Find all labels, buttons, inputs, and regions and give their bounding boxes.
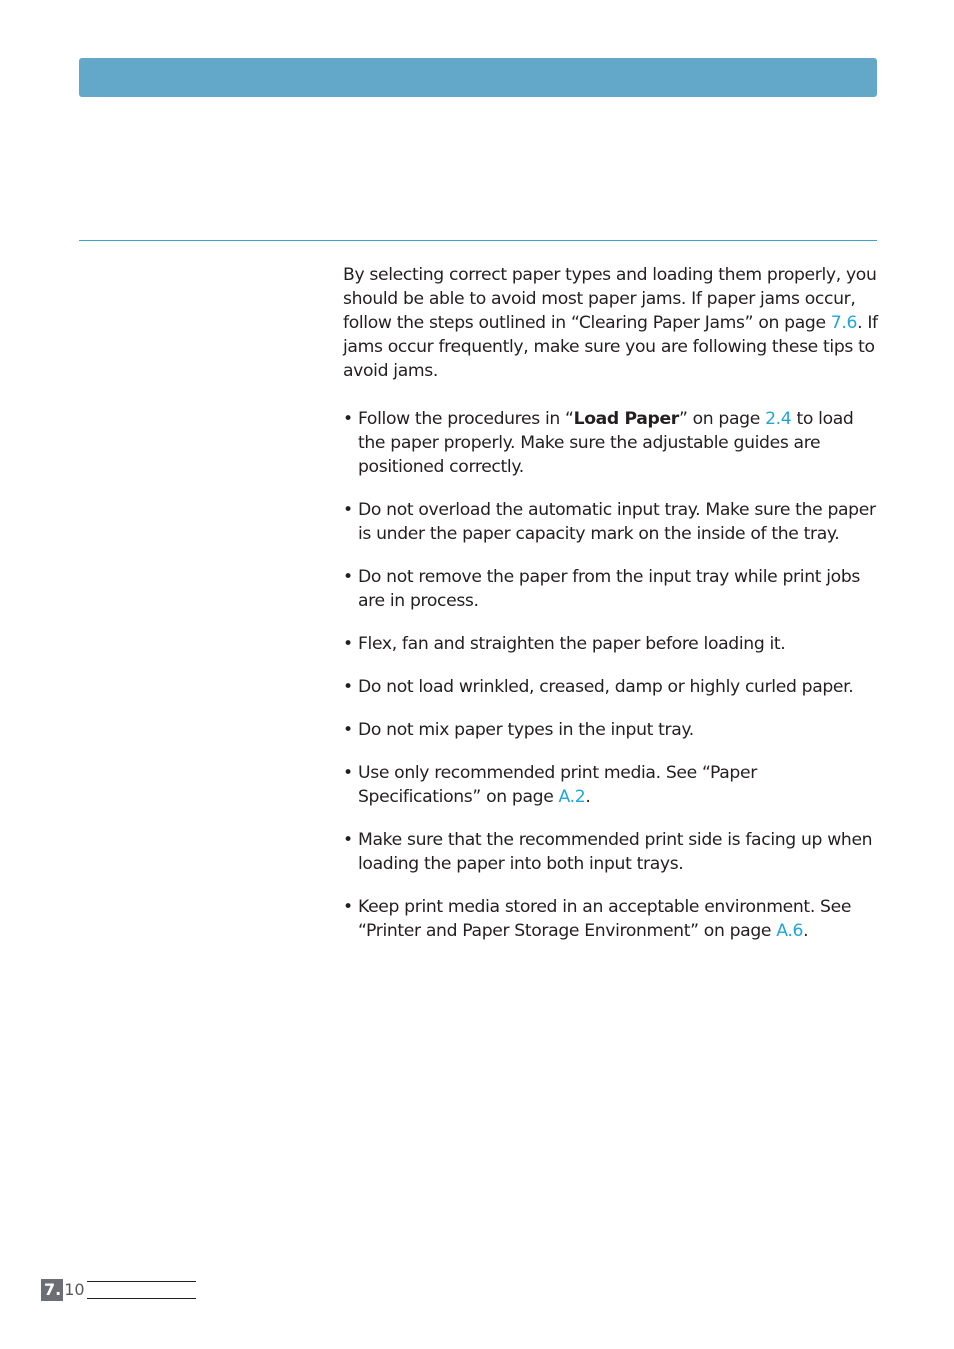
intro-text: By selecting correct paper types and loading them properly, you should be able to avoid most paper jams. If paper jams occur, follow the steps outlined in “Clearing Paper Jams” on page [343, 265, 877, 333]
page-number-rule-bottom [87, 1298, 196, 1299]
tip-text: Flex, fan and straighten the paper before loading it. [358, 634, 786, 654]
tip-text: . [585, 787, 591, 807]
tip-text: . [803, 921, 809, 941]
list-item [343, 632, 883, 656]
intro-paragraph [343, 263, 883, 383]
tip-text: Do not load wrinkled, creased, damp or highly curled paper. [358, 677, 854, 697]
page-link-2-4[interactable]: 2.4 [765, 409, 792, 429]
chapter-number: 7. [41, 1279, 63, 1301]
page-link-a-2[interactable]: A.2 [558, 787, 586, 807]
page-number [41, 1279, 85, 1301]
tip-text: Keep print media stored in an acceptable environment. See “Printer and Paper Storage Environment” on page [358, 897, 852, 941]
load-paper-ref: Load Paper [573, 409, 679, 429]
intro-text-end: . If jams occur frequently, make sure you are following these tips to avoid jams. [343, 313, 878, 381]
list-item [343, 565, 883, 613]
tip-text: Do not overload the automatic input tray. Make sure the paper is under the paper capacity mark on the inside of the tray. [358, 500, 876, 544]
list-item [343, 498, 883, 546]
tip-text: ” on page [678, 409, 766, 429]
main-content [343, 263, 883, 962]
tip-text: Do not remove the paper from the input tray while print jobs are in process. [358, 567, 861, 611]
page-number-rule-top [87, 1281, 196, 1282]
page-index: 10 [64, 1280, 85, 1299]
list-item [343, 895, 883, 943]
header-bar [79, 58, 877, 97]
section-divider [79, 240, 877, 241]
list-item [343, 407, 883, 479]
tip-text: Follow the procedures in “ [358, 409, 574, 429]
tips-list [343, 407, 883, 943]
tip-text: to load the paper properly. Make sure the adjustable guides are positioned correctly. [358, 409, 854, 477]
tip-text: Use only recommended print media. See “Paper Specifications” on page [358, 763, 757, 807]
list-item [343, 761, 883, 809]
list-item [343, 828, 883, 876]
page-link-a-6[interactable]: A.6 [776, 921, 804, 941]
page-link-7-6[interactable]: 7.6 [830, 313, 858, 333]
list-item [343, 675, 883, 699]
tip-text: Make sure that the recommended print side is facing up when loading the paper into both input trays. [358, 830, 873, 874]
list-item [343, 718, 883, 742]
tip-text: Do not mix paper types in the input tray. [358, 720, 694, 740]
